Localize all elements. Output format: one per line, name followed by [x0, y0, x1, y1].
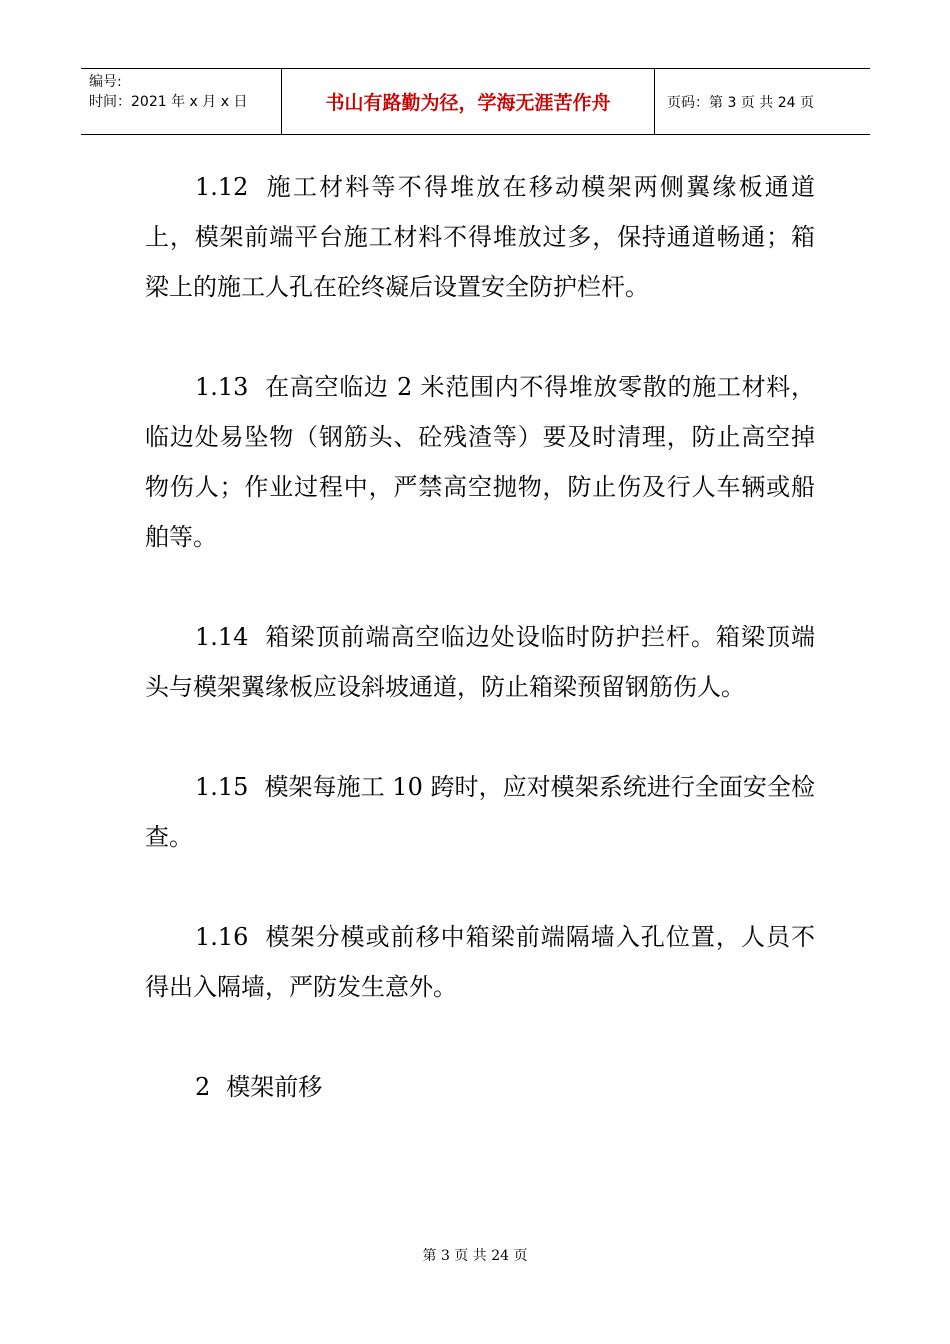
clause-number: 1.12 — [195, 173, 249, 201]
document-body — [145, 162, 815, 1112]
section-title: 模架前移 — [226, 1073, 323, 1101]
clause-text: 模架每施工 10 跨时，应对模架系统进行全面安全检查。 — [145, 773, 815, 851]
header-motto: 书山有路勤为径，学海无涯苦作舟 — [282, 69, 655, 134]
section-number: 2 — [195, 1073, 211, 1101]
document-number-label: 编号: — [89, 74, 122, 90]
page-header — [81, 68, 870, 135]
clause-1-16 — [145, 912, 815, 1012]
header-page-info: 页码：第 3 页 共 24 页 — [667, 94, 814, 111]
clause-number: 1.15 — [195, 773, 249, 801]
page-footer: 第 3 页 共 24 页 — [422, 1248, 528, 1264]
document-time-label: 时间：2021 年 x 月 x 日 — [89, 94, 248, 110]
clause-1-12 — [145, 162, 815, 312]
clause-1-15 — [145, 762, 815, 862]
clause-number: 1.13 — [195, 373, 249, 401]
clause-1-13 — [145, 362, 815, 562]
clause-text: 箱梁顶前端高空临边处设临时防护拦杆。箱梁顶端头与模架翼缘板应设斜坡通道，防止箱梁预留钢筋伤人。 — [145, 623, 815, 701]
clause-text: 模架分模或前移中箱梁前端隔墙入孔位置，人员不得出入隔墙，严防发生意外。 — [145, 923, 815, 1001]
clause-text: 在高空临边 2 米范围内不得堆放零散的施工材料，临边处易坠物（钢筋头、砼残渣等）要及时清理，防止高空掉物伤人；作业过程中，严禁高空抛物，防止伤及行人车辆或船舶等。 — [145, 373, 815, 551]
clause-number: 1.16 — [195, 923, 249, 951]
clause-text: 施工材料等不得堆放在移动模架两侧翼缘板通道上，模架前端平台施工材料不得堆放过多，保持通道畅通；箱梁上的施工人孔在砼终凝后设置安全防护栏杆。 — [145, 173, 815, 301]
clause-number: 1.14 — [195, 623, 249, 651]
header-meta — [81, 69, 282, 134]
clause-1-14 — [145, 612, 815, 712]
section-heading — [145, 1062, 815, 1112]
